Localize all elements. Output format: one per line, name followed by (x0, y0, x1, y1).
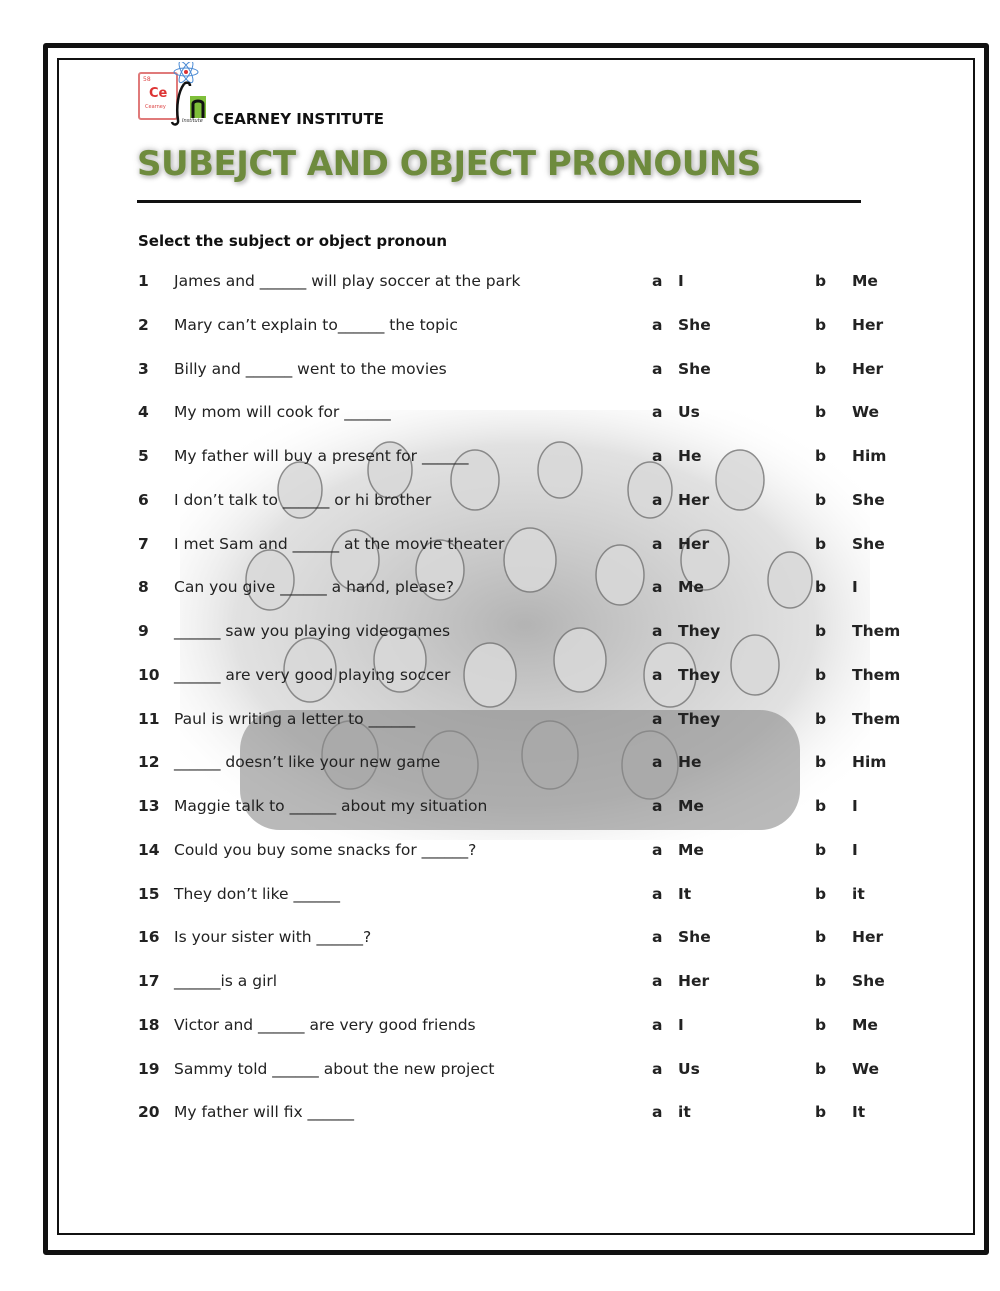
question-row (0, 360, 1000, 384)
option-a[interactable]: They (678, 709, 721, 728)
option-a-letter: a (652, 578, 663, 597)
option-b-letter: b (815, 1103, 827, 1122)
option-b[interactable]: Her (852, 928, 884, 947)
option-a[interactable]: They (678, 665, 721, 684)
question-number: 17 (138, 972, 160, 990)
question-row (0, 1103, 1000, 1127)
question-number: 16 (138, 928, 160, 947)
question-row (0, 1016, 1000, 1040)
option-b[interactable]: Her (852, 315, 884, 334)
option-b[interactable]: I (852, 578, 858, 597)
question-number: 2 (138, 315, 149, 334)
option-a-letter: a (652, 665, 663, 684)
option-b-letter: b (815, 1059, 827, 1078)
option-b-letter: b (815, 709, 827, 728)
question-row (0, 928, 1000, 952)
question-number: 9 (138, 622, 149, 640)
question-text: Sammy told ______ about the new project (174, 1059, 495, 1078)
option-b-letter: b (815, 840, 827, 859)
option-b[interactable]: Him (852, 447, 887, 465)
question-text: Mary can’t explain to______ the topic (174, 315, 458, 334)
question-row (0, 841, 1000, 865)
question-row (0, 753, 1000, 777)
option-a-letter: a (652, 447, 663, 465)
option-b-letter: b (815, 797, 827, 815)
question-row (0, 491, 1000, 515)
question-number: 6 (138, 490, 149, 509)
option-a-letter: a (652, 797, 663, 815)
question-row (0, 622, 1000, 646)
question-row (0, 885, 1000, 909)
option-b[interactable]: Him (852, 753, 887, 772)
question-number: 13 (138, 797, 160, 815)
option-a-letter: a (652, 315, 663, 334)
option-a[interactable]: Me (678, 578, 704, 597)
question-number: 18 (138, 1015, 160, 1034)
question-number: 3 (138, 359, 149, 378)
option-b-letter: b (815, 359, 827, 378)
question-row (0, 272, 1000, 296)
cearney-logo (138, 62, 218, 128)
question-row (0, 972, 1000, 996)
option-b-letter: b (815, 928, 827, 947)
instruction-text: Select the subject or object pronoun (138, 232, 448, 250)
option-b[interactable]: Me (852, 272, 878, 290)
logo-element-name: Cearney (145, 104, 166, 110)
option-b-letter: b (815, 753, 827, 772)
option-b[interactable]: She (852, 972, 885, 990)
question-text: Could you buy some snacks for ______? (174, 840, 477, 859)
question-text: Victor and ______ are very good friends (174, 1015, 476, 1034)
option-b[interactable]: I (852, 797, 858, 815)
question-text: Maggie talk to ______ about my situation (174, 797, 488, 815)
question-text: ______ saw you playing videogames (174, 622, 451, 640)
question-text: They don’t like ______ (174, 884, 341, 903)
question-row (0, 797, 1000, 821)
logo-element-symbol: Ce (149, 86, 168, 101)
question-number: 19 (138, 1059, 160, 1078)
option-b-letter: b (815, 578, 827, 597)
option-a[interactable]: They (678, 622, 721, 640)
option-b[interactable]: It (852, 1103, 866, 1122)
question-text: ______is a girl (174, 972, 278, 990)
question-text: My mom will cook for ______ (174, 403, 391, 422)
option-b-letter: b (815, 972, 827, 990)
option-a[interactable]: She (678, 928, 711, 947)
option-a[interactable]: I (678, 1015, 684, 1034)
option-a-letter: a (652, 403, 663, 422)
question-text: My father will fix ______ (174, 1103, 355, 1122)
option-a-letter: a (652, 1103, 663, 1122)
question-number: 11 (138, 709, 160, 728)
question-number: 8 (138, 578, 149, 597)
option-a-letter: a (652, 709, 663, 728)
option-a-letter: a (652, 272, 663, 290)
option-a[interactable]: Her (678, 534, 710, 553)
option-b-letter: b (815, 1015, 827, 1034)
question-number: 4 (138, 403, 149, 422)
option-b[interactable]: Them (852, 622, 901, 640)
question-row (0, 578, 1000, 602)
option-a[interactable]: Her (678, 490, 710, 509)
question-row (0, 403, 1000, 427)
question-number: 12 (138, 753, 160, 772)
question-text: ______ are very good playing soccer (174, 665, 451, 684)
question-text: I met Sam and ______ at the movie theater (174, 534, 505, 553)
option-a-letter: a (652, 840, 663, 859)
option-b[interactable]: We (852, 403, 880, 422)
option-a-letter: a (652, 622, 663, 640)
option-b-letter: b (815, 884, 827, 903)
question-text: My father will buy a present for ______ (174, 447, 469, 465)
option-a[interactable]: Us (678, 1059, 700, 1078)
option-b[interactable]: it (852, 884, 865, 903)
option-b-letter: b (815, 403, 827, 422)
question-row (0, 316, 1000, 340)
institute-name: CEARNEY INSTITUTE (213, 110, 384, 128)
question-number: 10 (138, 665, 160, 684)
question-number: 14 (138, 840, 160, 859)
option-b-letter: b (815, 447, 827, 465)
option-b[interactable]: Her (852, 359, 884, 378)
question-number: 5 (138, 447, 149, 465)
question-text: James and ______ will play soccer at the park (174, 272, 521, 290)
question-text: I don’t talk to ______ or hi brother (174, 490, 432, 509)
atom-icon (138, 62, 218, 128)
option-a-letter: a (652, 972, 663, 990)
page-title: SUBEJCT AND OBJECT PRONOUNS (137, 144, 761, 184)
option-b-letter: b (815, 490, 827, 509)
option-b[interactable]: We (852, 1059, 880, 1078)
question-text: Billy and ______ went to the movies (174, 359, 447, 378)
question-number: 7 (138, 534, 149, 553)
option-a[interactable]: Her (678, 972, 710, 990)
option-a[interactable]: He (678, 447, 702, 465)
question-row (0, 535, 1000, 559)
question-number: 15 (138, 884, 160, 903)
question-text: Paul is writing a letter to ______ (174, 709, 416, 728)
option-a[interactable]: She (678, 315, 711, 334)
option-b[interactable]: Me (852, 1015, 878, 1034)
question-text: ______ doesn’t like your new game (174, 753, 441, 772)
option-a-letter: a (652, 490, 663, 509)
option-a[interactable]: I (678, 272, 684, 290)
title-divider (137, 200, 861, 203)
option-a-letter: a (652, 1015, 663, 1034)
option-b[interactable]: I (852, 840, 858, 859)
option-a[interactable]: It (678, 884, 692, 903)
option-b-letter: b (815, 534, 827, 553)
option-a-letter: a (652, 534, 663, 553)
option-a-letter: a (652, 928, 663, 947)
option-b-letter: b (815, 272, 827, 290)
option-b[interactable]: She (852, 490, 885, 509)
option-a-letter: a (652, 753, 663, 772)
option-a-letter: a (652, 359, 663, 378)
question-text: Can you give ______ a hand, please? (174, 578, 454, 597)
question-row (0, 1060, 1000, 1084)
option-a[interactable]: He (678, 753, 702, 772)
option-a[interactable]: it (678, 1103, 691, 1122)
option-a[interactable]: She (678, 359, 711, 378)
option-a-letter: a (652, 1059, 663, 1078)
logo-element-number: 58 (143, 76, 151, 83)
option-b[interactable]: Them (852, 709, 901, 728)
question-row (0, 447, 1000, 471)
option-b-letter: b (815, 315, 827, 334)
option-a-letter: a (652, 884, 663, 903)
question-text: Is your sister with ______? (174, 928, 372, 947)
option-b[interactable]: Them (852, 665, 901, 684)
option-b-letter: b (815, 665, 827, 684)
question-number: 20 (138, 1103, 160, 1122)
question-row (0, 666, 1000, 690)
option-a[interactable]: Me (678, 797, 704, 815)
option-a[interactable]: Me (678, 840, 704, 859)
question-number: 1 (138, 272, 149, 290)
question-row (0, 710, 1000, 734)
option-b[interactable]: She (852, 534, 885, 553)
option-b-letter: b (815, 622, 827, 640)
logo-brand-text: Institute (182, 118, 203, 124)
option-a[interactable]: Us (678, 403, 700, 422)
